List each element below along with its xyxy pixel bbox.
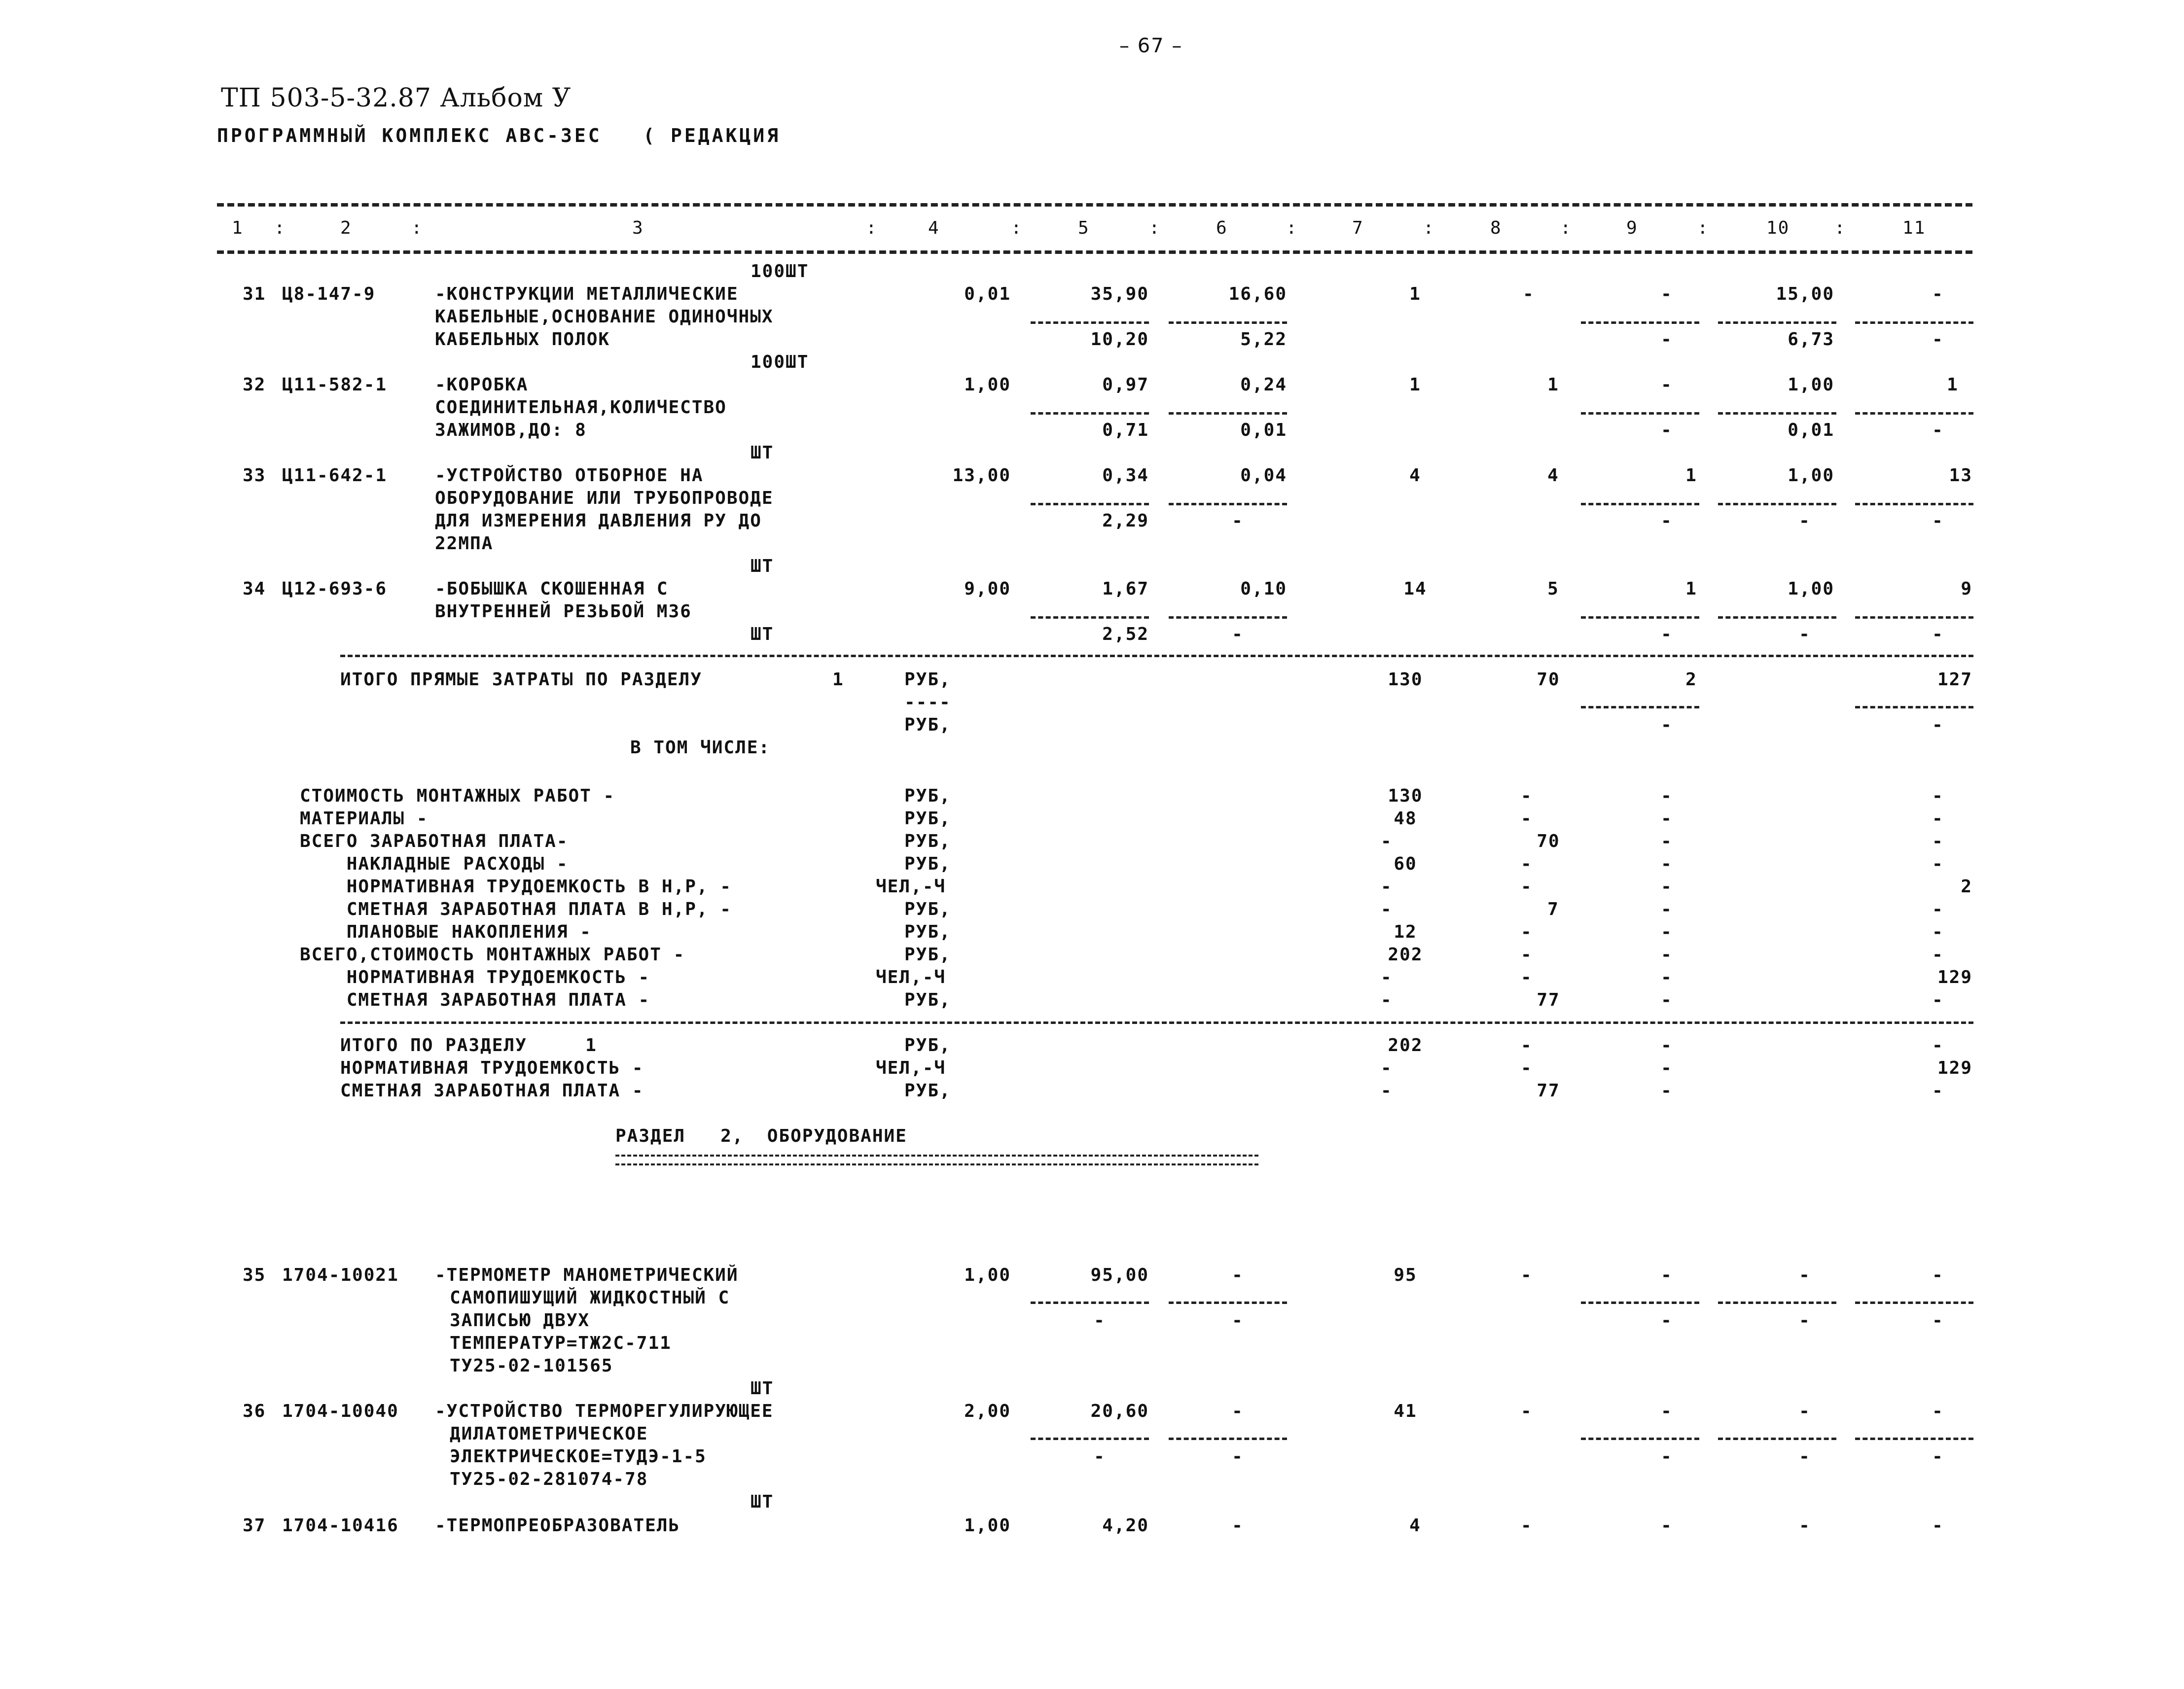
row-number: 31 [243, 284, 266, 304]
summary-unit: РУБ, [904, 809, 951, 829]
cell-col11: - [1932, 284, 1944, 304]
summary-label: СТОИМОСТЬ МОНТАЖНЫХ РАБОТ - [300, 786, 615, 806]
cell-col6: 0,10 [1240, 579, 1287, 599]
cell-col8: 4 [1547, 465, 1559, 486]
section-2-underline [615, 1155, 1258, 1165]
summary-col7: 130 [1388, 786, 1423, 806]
summary-col9: - [1661, 990, 1673, 1010]
row-qty: 1,00 [964, 1515, 1011, 1536]
row-desc-line: ОБОРУДОВАНИЕ ИЛИ ТРУБОПРОВОДЕ [435, 488, 774, 508]
row-unit: ШТ [751, 624, 774, 644]
cell-col11: 13 [1949, 465, 1972, 486]
cell-col10: - [1799, 1401, 1811, 1421]
section-total-col7: 202 [1388, 1035, 1423, 1056]
summary-col9: - [1661, 831, 1673, 851]
cell-col10: - [1799, 511, 1811, 531]
summary-label: ВСЕГО,СТОИМОСТЬ МОНТАЖНЫХ РАБОТ - [300, 945, 685, 965]
total-col8: 70 [1537, 669, 1560, 690]
cell-col8: 1 [1547, 375, 1559, 395]
cell-col6: 0,04 [1240, 465, 1287, 486]
row-number: 33 [243, 465, 266, 486]
summary-label: НОРМАТИВНАЯ ТРУДОЕМКОСТЬ - [300, 967, 650, 987]
cell-col9: - [1661, 1401, 1673, 1421]
total-label: ИТОГО ПРЯМЫЕ ЗАТРАТЫ ПО РАЗДЕЛУ [340, 669, 702, 690]
cell-col9: - [1661, 1265, 1673, 1285]
summary-col11: 129 [1937, 967, 1972, 987]
row-number: 37 [243, 1515, 266, 1536]
table-top-rule [217, 203, 1972, 207]
cell-col8: 5 [1547, 579, 1559, 599]
cell-col8: - [1521, 1515, 1533, 1536]
cell-col6: 5,22 [1240, 329, 1287, 350]
col-num-11: 11 [1902, 218, 1926, 238]
cell-col8: - [1523, 284, 1535, 304]
cell-col6: 0,24 [1240, 375, 1287, 395]
row-desc-line: ДИЛАТОМЕТРИЧЕСКОЕ [450, 1424, 648, 1444]
cell-col6: - [1232, 511, 1244, 531]
row-code: Ц12-693-6 [282, 579, 388, 599]
summary-col8: - [1521, 922, 1533, 942]
cell-col7: 1 [1409, 284, 1421, 304]
section-total-col9: - [1661, 1081, 1673, 1101]
row-desc-line: 22МПА [435, 533, 494, 554]
summary-unit: ЧЕЛ,-Ч [876, 967, 946, 987]
summary-col7: 60 [1394, 854, 1417, 874]
summary-col11: - [1932, 854, 1944, 874]
col-num-9: 9 [1626, 218, 1638, 238]
row-number: 34 [243, 579, 266, 599]
section-total-label: ИТОГО ПО РАЗДЕЛУ 1 [340, 1035, 597, 1056]
row-desc-line: -КОНСТРУКЦИИ МЕТАЛЛИЧЕСКИЕ [435, 284, 739, 304]
total-unit-2: РУБ, [904, 715, 951, 735]
col-num-5: 5 [1078, 218, 1090, 238]
summary-col8: - [1521, 967, 1533, 987]
row-desc-line: ВНУТРЕННЕЙ РЕЗЬБОЙ М36 [435, 601, 692, 622]
cell-col10: 15,00 [1776, 284, 1834, 304]
row-code: Ц11-582-1 [282, 375, 388, 395]
summary-col8: - [1521, 877, 1533, 897]
summary-col11: - [1932, 831, 1944, 851]
summary-col8: - [1521, 945, 1533, 965]
table-header-rule [217, 250, 1972, 254]
cell-col7: 4 [1409, 465, 1421, 486]
summary-unit: РУБ, [904, 786, 951, 806]
summary-col9: - [1661, 945, 1673, 965]
row-unit: 100ШТ [751, 352, 809, 372]
cell-col6: 0,01 [1240, 420, 1287, 440]
row-desc-line: -БОБЫШКА СКОШЕННАЯ С [435, 579, 669, 599]
row-code: 1704-10040 [282, 1401, 399, 1421]
row-qty: 9,00 [964, 579, 1011, 599]
cell-col10: - [1799, 1515, 1811, 1536]
section-total-col8: 77 [1537, 1081, 1560, 1101]
cell-col11: - [1932, 1310, 1944, 1331]
summary-col7: - [1381, 967, 1393, 987]
col-num-1: 1 [232, 218, 244, 238]
row-number: 32 [243, 375, 266, 395]
section-total-unit: ЧЕЛ,-Ч [876, 1058, 946, 1078]
summary-label: ПЛАНОВЫЕ НАКОПЛЕНИЯ - [300, 922, 592, 942]
summary-unit: РУБ, [904, 854, 951, 874]
cell-col11: - [1932, 1265, 1944, 1285]
cell-col7: 95 [1394, 1265, 1417, 1285]
cell-col5: 0,97 [1102, 375, 1149, 395]
summary-col9: - [1661, 899, 1673, 919]
cell-col5: 0,34 [1102, 465, 1149, 486]
document-page: – 67 – ТП 503-5-32.87 Альбом У ПРОГРАММНЫЙ КОМПЛЕКС АВС-3ЕС ( РЕДАКЦИЯ 1 2 3 4 5 6 7 8 9 10 11 : : : : : : : : : : 100ШТ 31 Ц8-147-9 -КОНСТРУКЦИИ МЕТАЛЛИЧЕСКИЕ КАБЕЛЬНЫЕ,ОСНОВАНИЕ ОДИНОЧНЫХ КАБЕЛЬНЫХ ПОЛОК 0,01 35,90 16,60 1 - - 15,00 - 10,20 5,22 - 6,73 - 100ШТ 32 Ц11-582-1 -КОРОБКА СОЕДИНИТЕЛЬНАЯ,КОЛИЧЕСТВО ЗАЖИМОВ,ДО: 8 1,00 0,97 0,24 1 1 - 1,00 1 0,71 0,01 - 0,01 - ШТ 33 Ц11-642-1 -УСТРОЙСТВО ОТБОРНОЕ НА ОБОРУДОВАНИЕ ИЛИ ТРУБОПРОВОДЕ ДЛЯ ИЗМЕРЕНИЯ ДАВЛЕНИЯ РУ ДО 22МПА 13,00 0,34 0,04 4 4 1 1,00 13 2,29 - - - - ШТ 34 Ц12-693-6 -БОБЫШКА СКОШЕННАЯ С ВНУТРЕННЕЙ РЕЗЬБОЙ М36 ШТ 9,00 1,67 0,10 14 5 1 1,00 9 2,52 - - - - ИТОГО ПРЯМЫЕ ЗАТРАТЫ ПО РАЗДЕЛУ 1 РУБ, ---- РУБ, 130 70 2 127 - - В ТОМ ЧИСЛЕ: СТОИМОСТЬ МОНТАЖНЫХ РАБОТ - МАТЕРИАЛЫ - ВСЕГО ЗАРАБОТНАЯ ПЛАТА- НАКЛАДНЫЕ РАСХОДЫ - НОРМАТИВНАЯ ТРУДОЕМКОСТЬ В Н,Р, - СМЕТНАЯ ЗАРАБОТНАЯ ПЛАТА В Н,Р, - ПЛАНОВЫЕ НАКОПЛЕНИЯ - ВСЕГО,СТОИМОСТЬ МОНТАЖНЫХ РАБОТ - НОРМАТИВНАЯ ТРУДОЕМКОСТЬ - СМЕТНАЯ ЗАРАБОТНАЯ ПЛАТА - РУБ, РУБ, РУБ, РУБ, ЧЕЛ,-Ч РУБ, РУБ, РУБ, ЧЕЛ,-Ч РУБ, 130 48 - 60 - - 12 202 - - - - 70 - - 7 - - - 77 - - - - - - - - - - - - - - 2 - - - 129 - ИТОГО ПО РАЗДЕЛУ 1 НОРМАТИВНАЯ ТРУДОЕМКОСТЬ - СМЕТНАЯ ЗАРАБОТНАЯ ПЛАТА - РУБ, ЧЕЛ,-Ч РУБ, 202 - - - - 77 - - - - 129 - РАЗДЕЛ 2, ОБОРУДОВАНИЕ 35 1704-10021 -ТЕРМОМЕТР МАНОМЕТРИЧЕСКИЙ САМОПИШУЩИЙ ЖИДКОСТНЫЙ С ЗАПИСЬЮ ДВУХ ТЕМПЕРАТУР=ТЖ2С-711 ТУ25-02-101565 ШТ 1,00 95,00 - 95 - - - - - - - - - 36 1704-10040 -УСТРОЙСТВО ТЕРМОРЕГУЛИРУЮЩЕЕ ДИЛАТОМЕТРИЧЕСКОЕ ЭЛЕКТРИЧЕСКОЕ=ТУДЭ-1-5 ТУ25-02-281074-78 ШТ 2,00 20,60 - 41 - - - - - - - - - 37 1704-10416 -ТЕРМОПРЕОБРАЗОВАТЕЛЬ 1,00 4,20 - 4 - - - - [0, 0, 2184, 1689]
section-total-col11: - [1932, 1035, 1944, 1056]
row-number: 36 [243, 1401, 266, 1421]
row-desc-line: -ТЕРМОМЕТР МАНОМЕТРИЧЕСКИЙ [435, 1265, 739, 1285]
summary-col7: 48 [1394, 809, 1417, 829]
summary-unit: РУБ, [904, 922, 951, 942]
section-total-col7: - [1381, 1081, 1393, 1101]
cell-col11: - [1932, 420, 1944, 440]
including-label: В ТОМ ЧИСЛЕ: [630, 738, 771, 758]
summary-col8: 77 [1537, 990, 1560, 1010]
col-num-6: 6 [1216, 218, 1228, 238]
cell-col7: 41 [1394, 1401, 1417, 1421]
section-total-col11: 129 [1937, 1058, 1972, 1078]
col-num-3: 3 [632, 218, 644, 238]
summary-col7: - [1381, 831, 1393, 851]
section-total-label: НОРМАТИВНАЯ ТРУДОЕМКОСТЬ - [340, 1058, 644, 1078]
section-total-col9: - [1661, 1058, 1673, 1078]
cell-col10: 0,01 [1788, 420, 1834, 440]
col-num-8: 8 [1490, 218, 1502, 238]
row-unit: ШТ [751, 443, 774, 463]
cell-col9: - [1661, 1310, 1673, 1331]
cell-col9: 1 [1685, 465, 1697, 486]
cell-col9: - [1661, 1515, 1673, 1536]
total-section: 1 [832, 669, 844, 690]
summary-label: СМЕТНАЯ ЗАРАБОТНАЯ ПЛАТА В Н,Р, - [300, 899, 732, 919]
summary-col11: - [1932, 945, 1944, 965]
cell-col7: 1 [1409, 375, 1421, 395]
cell-col10: 1,00 [1788, 465, 1834, 486]
summary-col9: - [1661, 854, 1673, 874]
summary-col11: - [1932, 809, 1944, 829]
cell-col10: - [1799, 1310, 1811, 1331]
summary-col9: - [1661, 809, 1673, 829]
summary-col9: - [1661, 967, 1673, 987]
col-num-4: 4 [928, 218, 940, 238]
program-title: ПРОГРАММНЫЙ КОМПЛЕКС АВС-3ЕС ( РЕДАКЦИЯ [217, 125, 781, 146]
summary-col7: - [1381, 990, 1393, 1010]
cell-col5: 35,90 [1090, 284, 1149, 304]
row-desc-line: КАБЕЛЬНЫЕ,ОСНОВАНИЕ ОДИНОЧНЫХ [435, 307, 774, 327]
cell-col6: 16,60 [1228, 284, 1287, 304]
summary-label: ВСЕГО ЗАРАБОТНАЯ ПЛАТА- [300, 831, 569, 851]
summary-col8: - [1521, 809, 1533, 829]
totals-rule [340, 655, 1973, 657]
cell-col11: - [1932, 1515, 1944, 1536]
section-2-title: РАЗДЕЛ 2, ОБОРУДОВАНИЕ [615, 1126, 907, 1146]
row-desc-line: ТУ25-02-101565 [450, 1356, 613, 1376]
summary-col7: - [1381, 877, 1393, 897]
cell-col11: - [1932, 624, 1944, 644]
row-desc-line: СОЕДИНИТЕЛЬНАЯ,КОЛИЧЕСТВО [435, 397, 727, 418]
total-col11: 127 [1937, 669, 1972, 690]
row-unit: ШТ [751, 1492, 774, 1512]
cell-col5: 10,20 [1090, 329, 1149, 350]
cell-col5: 20,60 [1090, 1401, 1149, 1421]
row-desc-line: -УСТРОЙСТВО ОТБОРНОЕ НА [435, 465, 704, 486]
col-num-2: 2 [340, 218, 352, 238]
cell-col9: 1 [1685, 579, 1697, 599]
summary-col9: - [1661, 786, 1673, 806]
summary-unit: РУБ, [904, 945, 951, 965]
row-unit: ШТ [751, 1378, 774, 1399]
summary-col11: - [1932, 899, 1944, 919]
row-code: 1704-10416 [282, 1515, 399, 1536]
summary-unit: РУБ, [904, 899, 951, 919]
section-total-label: СМЕТНАЯ ЗАРАБОТНАЯ ПЛАТА - [340, 1081, 644, 1101]
cell-col10: 1,00 [1788, 579, 1834, 599]
row-unit: ШТ [751, 556, 774, 576]
cell-col8: - [1521, 1401, 1533, 1421]
row-qty: 2,00 [964, 1401, 1011, 1421]
row-desc-line: -ТЕРМОПРЕОБРАЗОВАТЕЛЬ [435, 1515, 680, 1536]
page-number: – 67 – [1119, 35, 1183, 57]
section-total-rule [340, 1021, 1973, 1024]
section-total-col9: - [1661, 1035, 1673, 1056]
cell-col11: - [1932, 1401, 1944, 1421]
summary-label: НОРМАТИВНАЯ ТРУДОЕМКОСТЬ В Н,Р, - [300, 877, 732, 897]
summary-col11: - [1932, 922, 1944, 942]
section-total-unit: РУБ, [904, 1081, 951, 1101]
row-desc-line: -КОРОБКА [435, 375, 529, 395]
section-total-col8: - [1521, 1035, 1533, 1056]
row-code: 1704-10021 [282, 1265, 399, 1285]
row-qty: 0,01 [964, 284, 1011, 304]
cell-col6: - [1232, 1446, 1244, 1467]
row-qty: 1,00 [964, 375, 1011, 395]
cell-col5: 1,67 [1102, 579, 1149, 599]
row-desc-line: ТЕМПЕРАТУР=ТЖ2С-711 [450, 1333, 672, 1353]
cell-col9: - [1661, 329, 1673, 350]
row-number: 35 [243, 1265, 266, 1285]
section-total-col7: - [1381, 1058, 1393, 1078]
section-total-col11: - [1932, 1081, 1944, 1101]
cell-col10: - [1799, 1265, 1811, 1285]
cell-col10: - [1799, 624, 1811, 644]
summary-col7: - [1381, 899, 1393, 919]
row-desc-line: КАБЕЛЬНЫХ ПОЛОК [435, 329, 610, 350]
summary-label: СМЕТНАЯ ЗАРАБОТНАЯ ПЛАТА - [300, 990, 650, 1010]
summary-col11: - [1932, 990, 1944, 1010]
summary-col7: 202 [1388, 945, 1423, 965]
cell-col9: - [1661, 375, 1673, 395]
cell-col5: 2,29 [1102, 511, 1149, 531]
row-desc-line: ЗАПИСЬЮ ДВУХ [450, 1310, 590, 1331]
cell-col5: - [1094, 1310, 1106, 1331]
summary-col8: - [1521, 854, 1533, 874]
cell-col9: - [1661, 624, 1673, 644]
cell-col9: - [1661, 420, 1673, 440]
row-qty: 1,00 [964, 1265, 1011, 1285]
summary-label: МАТЕРИАЛЫ - [300, 809, 429, 829]
row-desc-line: -УСТРОЙСТВО ТЕРМОРЕГУЛИРУЮЩЕЕ [435, 1401, 774, 1421]
col-num-10: 10 [1766, 218, 1790, 238]
cell-col5: 2,52 [1102, 624, 1149, 644]
row-code: Ц8-147-9 [282, 284, 376, 304]
summary-col8: 70 [1537, 831, 1560, 851]
cell-col9: - [1661, 1446, 1673, 1467]
summary-unit: РУБ, [904, 990, 951, 1010]
total-col9: - [1661, 715, 1673, 735]
summary-col11: - [1932, 786, 1944, 806]
cell-col6: - [1232, 1515, 1244, 1536]
cell-col6: - [1232, 1401, 1244, 1421]
cell-col10: - [1799, 1446, 1811, 1467]
cell-col11: 1 [1947, 375, 1959, 395]
summary-col7: 12 [1394, 922, 1417, 942]
cell-col5: 0,71 [1102, 420, 1149, 440]
cell-col8: - [1521, 1265, 1533, 1285]
row-desc-line: ЗАЖИМОВ,ДО: 8 [435, 420, 587, 440]
total-col7: 130 [1388, 669, 1423, 690]
cell-col6: - [1232, 624, 1244, 644]
cell-col9: - [1661, 511, 1673, 531]
total-unit-dashes: ---- [904, 692, 951, 712]
cell-col7: 4 [1409, 1515, 1421, 1536]
cell-col6: - [1232, 1310, 1244, 1331]
cell-col5: 95,00 [1090, 1265, 1149, 1285]
cell-col5: - [1094, 1446, 1106, 1467]
col-num-7: 7 [1352, 218, 1364, 238]
section-total-unit: РУБ, [904, 1035, 951, 1056]
summary-col8: - [1521, 786, 1533, 806]
cell-col10: 6,73 [1788, 329, 1834, 350]
cell-col11: 9 [1961, 579, 1972, 599]
total-col11: - [1932, 715, 1944, 735]
row-unit: 100ШТ [751, 261, 809, 282]
cell-col7: 14 [1403, 579, 1427, 599]
row-code: Ц11-642-1 [282, 465, 388, 486]
cell-col6: - [1232, 1265, 1244, 1285]
total-col9: 2 [1685, 669, 1697, 690]
row-qty: 13,00 [952, 465, 1011, 486]
summary-unit: РУБ, [904, 831, 951, 851]
row-desc-line: ДЛЯ ИЗМЕРЕНИЯ ДАВЛЕНИЯ РУ ДО [435, 511, 762, 531]
row-desc-line: САМОПИШУЩИЙ ЖИДКОСТНЫЙ С [450, 1288, 730, 1308]
row-desc-line: ТУ25-02-281074-78 [450, 1469, 648, 1489]
cell-col5: 4,20 [1102, 1515, 1149, 1536]
cell-col11: - [1932, 1446, 1944, 1467]
summary-col9: - [1661, 922, 1673, 942]
summary-col9: - [1661, 877, 1673, 897]
summary-label: НАКЛАДНЫЕ РАСХОДЫ - [300, 854, 569, 874]
cell-col10: 1,00 [1788, 375, 1834, 395]
cell-col11: - [1932, 511, 1944, 531]
document-code: ТП 503-5-32.87 Альбом У [221, 83, 572, 113]
cell-col11: - [1932, 329, 1944, 350]
cell-col9: - [1661, 284, 1673, 304]
total-unit: РУБ, [904, 669, 951, 690]
section-total-col8: - [1521, 1058, 1533, 1078]
summary-col11: 2 [1961, 877, 1972, 897]
summary-col8: 7 [1547, 899, 1559, 919]
row-desc-line: ЭЛЕКТРИЧЕСКОЕ=ТУДЭ-1-5 [450, 1446, 707, 1467]
summary-unit: ЧЕЛ,-Ч [876, 877, 946, 897]
